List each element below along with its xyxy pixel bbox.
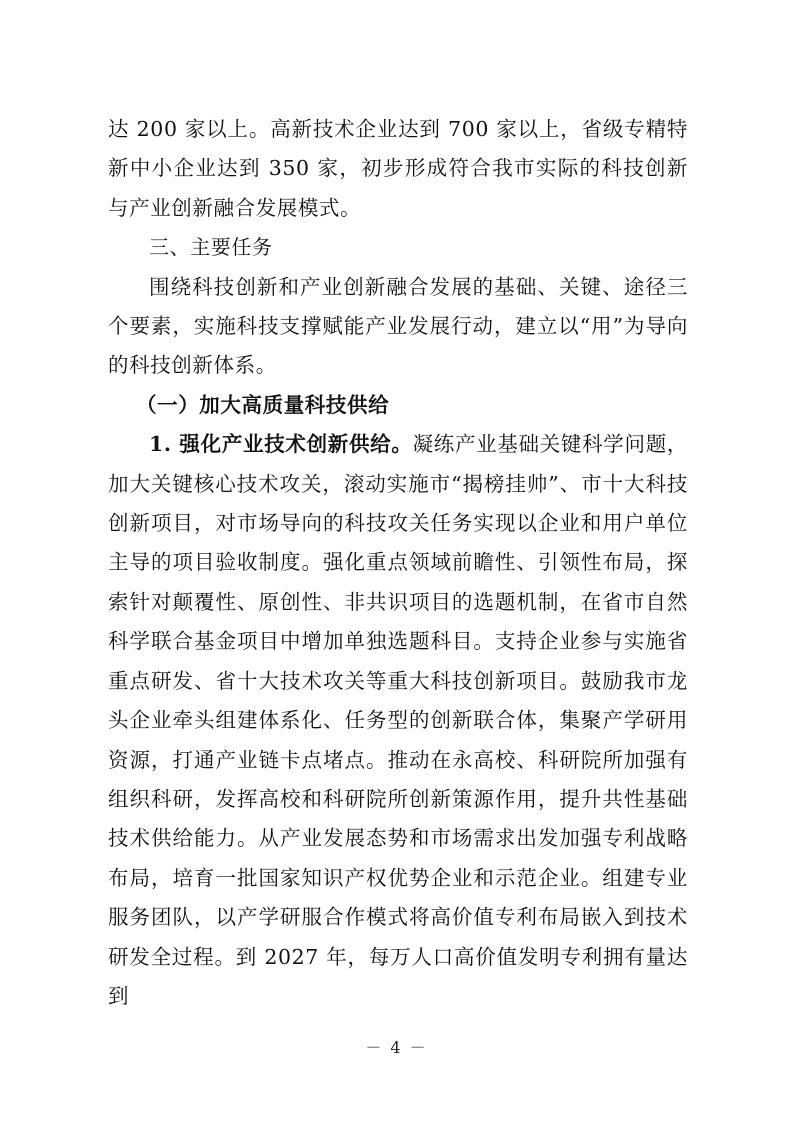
subsection-heading: （一）加大高质量科技供给: [136, 392, 390, 417]
item-1-paragraph: [108, 425, 688, 1016]
section-heading: 三、主要任务: [149, 235, 273, 260]
paragraph-tasks-intro: 围绕科技创新和产业创新融合发展的基础、关键、途径三个要素，实施科技支撑赋能产业发展行动，建立以“用”为导向的科技创新体系。: [108, 274, 688, 378]
item-1-text: 凝练产业基础关键科学问题，加大关键核心技术攻关，滚动实施市“揭榜挂帅”、市十大科技创新项目，对市场导向的科技攻关任务实现以企业和用户单位主导的项目验收制度。强化重点领域前瞻性、引领性布局，探索针对颠覆性、原创性、非共识项目的选题机制，在省市自然科学联合基金项目中增加单独选题科目。支持企业参与实施省重点研发、省十大技术攻关等重大科技创新项目。鼓励我市龙头企业牵头组建体系化、任务型的创新联合体，集聚产学研用资源，打通产业链卡点堵点。推动在永高校、科研院所加强有组织科研，发挥高校和科研院所创新策源作用，提升共性基础技术供给能力。从产业发展态势和市场需求出发加强专利战略布局，培育一批国家知识产权优势企业和示范企业。组建专业服务团队，以产学研服合作模式将高价值专利布局嵌入到技术研发全过程。到 2027 年，每万人口高价值发明专利拥有量达到: [108, 432, 688, 1008]
item-1-lead: 1. 强化产业技术创新供给。: [149, 432, 413, 457]
page-number: － 4 －: [365, 1038, 428, 1057]
paragraph-continued: 达 200 家以上。高新技术企业达到 700 家以上，省级专精特新中小企业达到 350 家，初步形成符合我市实际的科技创新与产业创新融合发展模式。: [108, 117, 688, 220]
document-body: [108, 110, 688, 1016]
